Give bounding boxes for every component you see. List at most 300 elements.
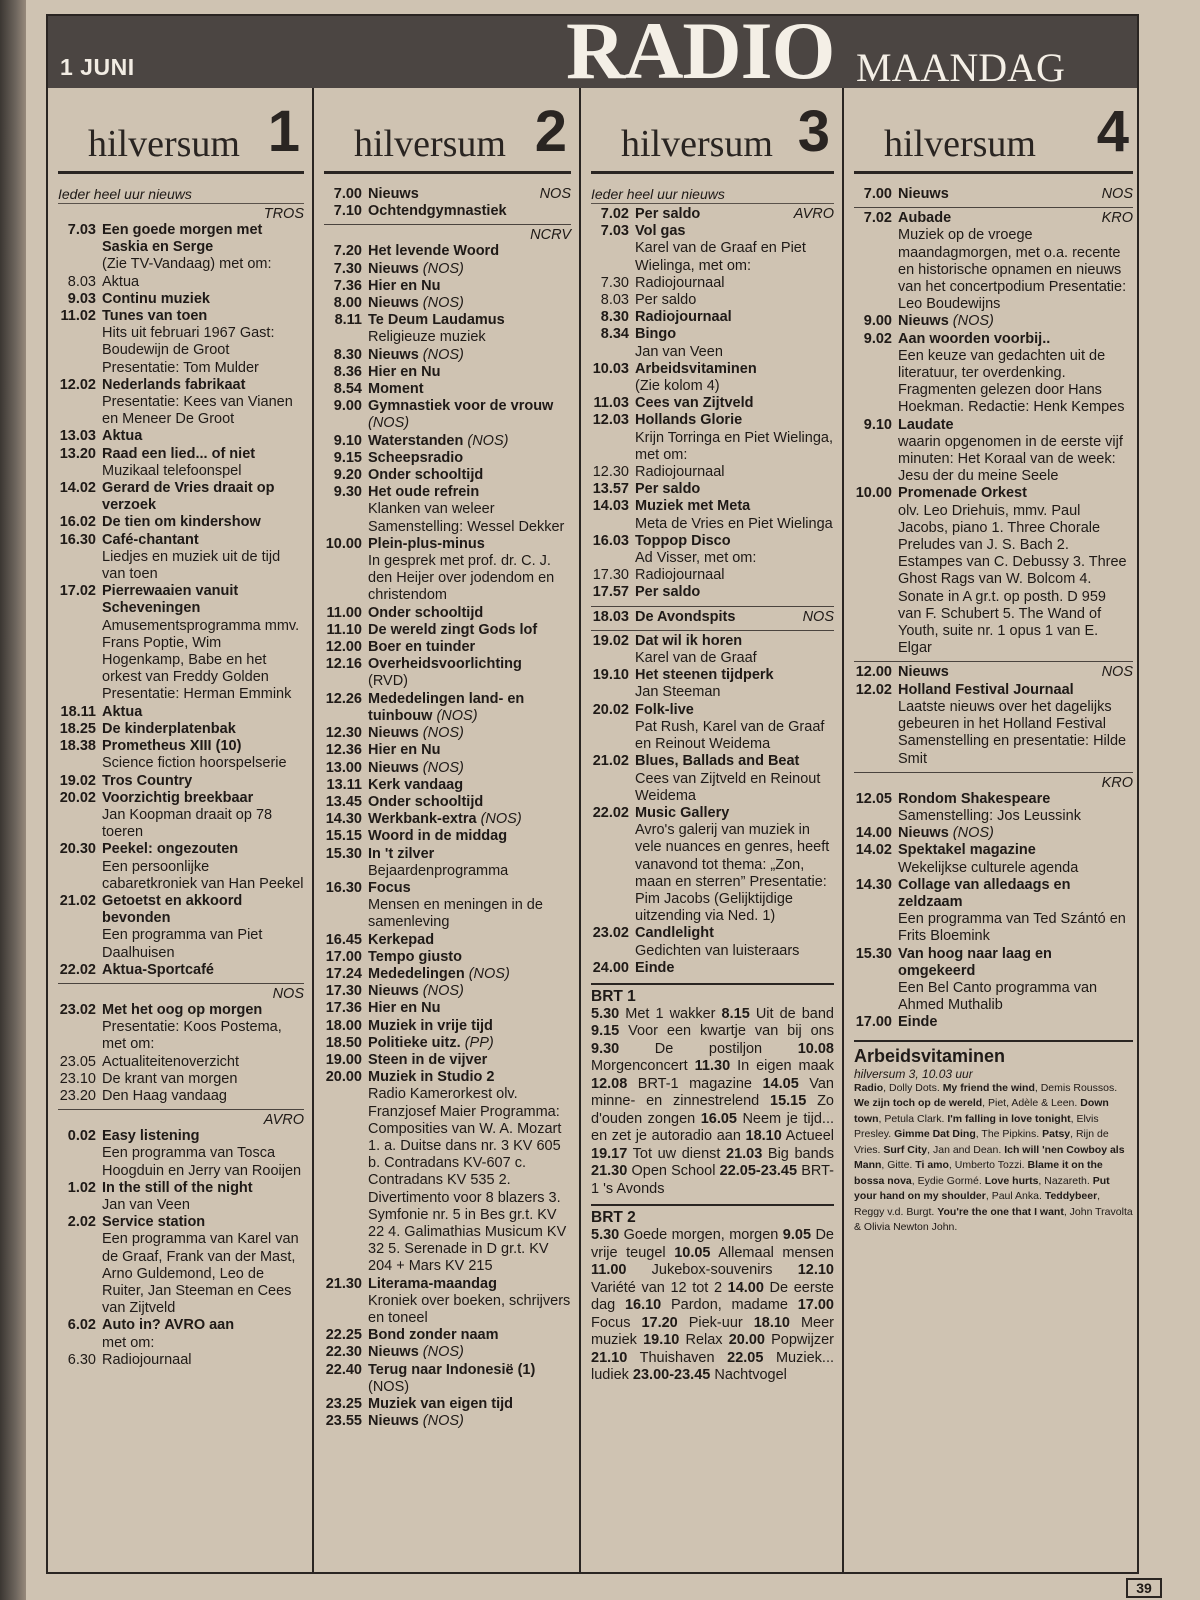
program-title: Relax [679, 1332, 729, 1349]
broadcaster-label: NOS [272, 985, 304, 1002]
program-row [324, 811, 571, 828]
program-time: 23.10 [59, 1070, 96, 1087]
program-body [635, 567, 834, 584]
program-body [898, 791, 1133, 825]
program-description: Aktua [102, 273, 140, 290]
program-row [591, 567, 834, 584]
program-time: 6.02 [67, 1317, 96, 1334]
broadcaster-label: NOS [802, 608, 834, 625]
station-number: 4 [1096, 99, 1129, 164]
program-body [102, 1002, 304, 1054]
program-title: Continu muziek [102, 290, 210, 307]
program-time: 22.25 [325, 1327, 362, 1344]
program-body [102, 514, 304, 531]
program-title: Goede morgen, morgen [619, 1227, 783, 1244]
program-time: 12.00 [325, 639, 362, 656]
program-description: waarin opgenomen in de eerste vijf minuten: Het Koraal van de week: Jesu der du meine Seele [898, 433, 1123, 485]
broadcaster-note: (NOS) [436, 707, 478, 724]
program-time: 16.30 [325, 879, 362, 896]
program-body [898, 682, 1133, 768]
program-title: In the still of the night [102, 1179, 253, 1196]
program-title: Variété van 12 tot 2 [591, 1279, 728, 1296]
program-row [324, 261, 571, 278]
program-row [324, 725, 571, 742]
program-time: 13.20 [59, 445, 96, 462]
program-time: 12.02 [855, 681, 892, 698]
program-time: 12.02 [59, 376, 96, 393]
arbeidsvitaminen-playlist [854, 1081, 1133, 1236]
song-artist: , Rijn de Vries. [854, 1128, 1109, 1156]
station-number: 3 [797, 99, 830, 164]
program-title: Nieuws [898, 313, 949, 330]
program-description: Muziek op de vroege maandagmorgen, met o.a. recente en historische opnamen en nieuws van het concertpodium Presentatie: Leo Boudewijns [898, 227, 1127, 313]
program-body [368, 1052, 571, 1069]
program-description: Een programma van Tosca Hoogduin en Jerry van Rooijen [102, 1145, 302, 1179]
program-row [591, 481, 834, 498]
program-row [591, 667, 834, 701]
program-time: 23.25 [325, 1396, 362, 1413]
program-row [58, 1352, 304, 1369]
song-artist: , Nazareth. [1038, 1174, 1093, 1187]
program-time: 23.20 [59, 1087, 96, 1104]
program-body [368, 1018, 571, 1035]
news-note: Ieder heel uur nieuws [591, 186, 834, 204]
program-row [591, 361, 834, 395]
broadcaster-note: (NOS) [422, 759, 464, 776]
program-time: 9.30 [333, 484, 362, 501]
broadcaster-label: NOS [1101, 186, 1133, 202]
program-body [635, 464, 834, 481]
program-title: Terug naar Indonesië (1) [368, 1361, 536, 1378]
program-time: 15.30 [855, 945, 892, 962]
program-body [368, 1413, 571, 1430]
program-body [368, 983, 571, 1000]
program-description: Karel van de Graaf en Piet Wielinga, met om: [635, 240, 806, 274]
program-title: Service station [102, 1214, 206, 1231]
program-body [368, 243, 571, 260]
program-time: 22.02 [59, 961, 96, 978]
program-body [368, 312, 571, 346]
program-body [635, 206, 834, 223]
program-time: 17.24 [325, 965, 362, 982]
program-row [591, 584, 834, 601]
program-body [368, 398, 571, 432]
program-body [635, 753, 834, 805]
broadcaster-label: KRO [1101, 774, 1133, 791]
program-time: 23.05 [59, 1053, 96, 1070]
program-title: Pierrewaaien vanuit Scheveningen [102, 583, 239, 617]
program-body [635, 584, 834, 601]
program-title: Onder schooltijd [368, 604, 484, 621]
program-row [324, 278, 571, 295]
program-description: De krant van morgen [102, 1070, 238, 1087]
column-hilversum-3 [581, 88, 844, 1572]
program-body [898, 186, 1133, 203]
program-title: Scheepsradio [368, 449, 464, 466]
program-title: Neem je tijd... en zet je autoradio aan [591, 1110, 834, 1145]
program-time: 22.30 [325, 1344, 362, 1361]
program-row [324, 433, 571, 450]
program-title: Nieuws [898, 186, 949, 202]
program-time: 14.30 [855, 876, 892, 893]
program-description: Wekelijkse culturele agenda [898, 859, 1079, 876]
program-body [635, 223, 834, 275]
program-time: 20.00 [728, 1332, 765, 1349]
program-time: 14.03 [592, 498, 629, 515]
program-row [854, 186, 1133, 203]
program-description: olv. Leo Driehuis, mmv. Paul Jacobs, piano 1. Three Chorale Preludes van J. S. Bach 2. Estampes van C. Debussy 3. Three Ghost Rags van W. Bolcom 4. Sonate in A gr.t. op posth. D 959 van F. Schubert 5. The Wand of Youth, suite nr. 1 opus 1 van E. Elgar [898, 502, 1127, 657]
broadcaster-note: (PP) [464, 1034, 494, 1051]
program-time: 11.10 [326, 621, 362, 638]
program-row [324, 605, 571, 622]
program-time: 14.00 [855, 825, 892, 842]
program-title: Promenade Orkest [898, 485, 1027, 502]
program-body [368, 777, 571, 794]
program-title: Pardon, madame [661, 1297, 798, 1314]
program-row [324, 1069, 571, 1275]
program-title: Cees van Zijtveld [635, 395, 754, 412]
song-artist: , The Pipkins. [975, 1128, 1043, 1141]
program-body [368, 725, 571, 742]
program-title: Nieuws [368, 983, 419, 1000]
broadcaster-note: (NOS) [468, 965, 510, 982]
program-row [324, 846, 571, 880]
program-title: Van minne- en zinnestrelend [591, 1075, 834, 1110]
program-body [102, 1054, 304, 1071]
program-row [324, 1035, 571, 1052]
program-time: 18.10 [753, 1314, 790, 1331]
program-body [368, 1362, 571, 1396]
program-time: 9.03 [67, 290, 96, 307]
song-artist: , Dolly Dots. [883, 1081, 943, 1094]
program-title: Kerk vandaag [368, 776, 464, 793]
program-title: Per saldo [635, 584, 701, 601]
program-row [58, 514, 304, 531]
program-description: Hits uit februari 1967 Gast: Boudewijn de Groot Presentatie: Tom Mulder [102, 325, 275, 376]
program-row [854, 417, 1133, 486]
program-body [368, 966, 571, 983]
program-description: Gedichten van luisteraars [635, 942, 800, 959]
program-body [898, 946, 1133, 1015]
program-body [102, 583, 304, 703]
program-time: 23.55 [325, 1413, 362, 1430]
program-title: Nieuws [368, 346, 419, 363]
program-body [368, 450, 571, 467]
song-title: Ich will 'nen Cowboy als Mann [854, 1143, 1125, 1172]
broadcaster-label: KRO [1101, 210, 1133, 227]
program-title: Gymnastiek voor de vrouw [368, 398, 554, 415]
station-columns [48, 88, 1137, 1572]
program-body [368, 203, 571, 220]
program-title: De eerste dag [591, 1279, 834, 1314]
program-body [368, 794, 571, 811]
program-title: Dat wil ik horen [635, 632, 743, 649]
program-body [368, 846, 571, 880]
program-time: 11.03 [593, 395, 629, 412]
program-title: Hier en Nu [368, 277, 441, 294]
program-description: Pat Rush, Karel van de Graaf en Reinout Weidema [635, 718, 825, 753]
program-description: Mensen en meningen in de samenleving [368, 897, 543, 931]
song-artist: , Piet, Adèle & Leen. [982, 1097, 1081, 1110]
program-description: Presentatie: Kees van Vianen en Meneer De Groot [102, 394, 293, 428]
program-row [324, 467, 571, 484]
program-time: 6.30 [67, 1351, 96, 1368]
broadcaster-note: (NOS) [480, 811, 522, 828]
brt1-schedule [591, 1006, 834, 1199]
program-body [898, 877, 1133, 946]
program-row [58, 1071, 304, 1088]
program-description: Actualiteitenoverzicht [102, 1053, 240, 1070]
program-row [324, 295, 571, 312]
program-title: Politieke uitz. [368, 1034, 461, 1051]
program-row [591, 309, 834, 326]
program-time: 9.15 [591, 1023, 620, 1040]
program-title: Morgenconcert [591, 1058, 695, 1075]
program-description: Radiojournaal [635, 567, 725, 584]
program-body [102, 721, 304, 738]
program-description: In gesprek met prof. dr. C. J. den Heijer over jodendom en christendom [368, 553, 555, 604]
program-title: Vol gas [635, 223, 686, 240]
program-body [368, 605, 571, 622]
magazine-page [26, 0, 1200, 1600]
program-time: 11.30 [694, 1058, 731, 1075]
program-row [854, 331, 1133, 417]
program-row [58, 773, 304, 790]
program-time: 9.30 [591, 1040, 620, 1057]
program-title: Boer en tuinder [368, 639, 476, 656]
program-description: Bejaardenprogramma [368, 862, 509, 879]
program-description: Per saldo [635, 292, 697, 309]
program-row [854, 825, 1133, 842]
program-time: 7.03 [600, 223, 629, 240]
program-body [898, 210, 1133, 313]
program-time: 13.57 [592, 481, 629, 498]
program-row [854, 313, 1133, 330]
program-row [324, 450, 571, 467]
program-time: 5.30 [591, 1005, 620, 1022]
program-row [58, 274, 304, 291]
program-time: 5.30 [591, 1227, 620, 1244]
broadcaster-note: (NOS) [422, 983, 464, 1000]
program-time: 23.00-23.45 [632, 1367, 711, 1384]
program-row [324, 760, 571, 777]
program-time: 17.57 [592, 584, 629, 601]
program-body [368, 484, 571, 536]
program-time: 12.36 [325, 742, 362, 759]
program-body [102, 790, 304, 842]
program-body [102, 1317, 304, 1351]
program-row [324, 484, 571, 536]
program-row [854, 485, 1133, 657]
program-row [58, 377, 304, 429]
program-time: 18.11 [60, 703, 96, 720]
program-description: Kroniek over boeken, schrijvers en toneel [368, 1292, 571, 1326]
program-time: 15.15 [325, 828, 362, 845]
program-title: Nieuws [368, 260, 419, 277]
program-title: De wereld zingt Gods lof [368, 621, 538, 638]
program-body [102, 291, 304, 308]
song-title: Ti amo [915, 1159, 949, 1172]
station-name: hilversum [621, 123, 773, 165]
program-description: Radiojournaal [635, 464, 725, 481]
program-description: met om: [102, 1334, 155, 1351]
program-title: Aan woorden voorbij.. [898, 330, 1051, 347]
program-title: Popwijzer [765, 1332, 834, 1349]
program-body [635, 275, 834, 292]
program-row [854, 946, 1133, 1015]
program-row [324, 364, 571, 381]
program-time: 16.45 [325, 931, 362, 948]
program-title: Nederlands fabrikaat [102, 376, 246, 393]
program-time: 19.00 [325, 1051, 362, 1068]
program-description: Muzikaal telefoonspel [102, 462, 242, 479]
program-row [324, 691, 571, 725]
program-time: 7.30 [600, 274, 629, 291]
program-time: 19.02 [592, 632, 629, 649]
program-time: 8.03 [67, 273, 96, 290]
program-time: 14.00 [727, 1279, 764, 1296]
divider [58, 1109, 304, 1110]
program-description: Radiojournaal [102, 1351, 192, 1368]
program-title: Tot uw dienst [627, 1145, 727, 1162]
program-description: Laatste nieuws over het dagelijks gebeuren in het Holland Festival Samenstelling en presentatie: Hilde Smit [898, 698, 1127, 767]
program-body [635, 925, 834, 959]
program-title: Overheidsvoorlichting [368, 656, 522, 673]
program-body [635, 309, 834, 326]
program-time: 16.02 [59, 514, 96, 531]
program-time: 10.08 [797, 1040, 834, 1057]
song-artist: , Reggy v.d. Burgt. [854, 1190, 1101, 1218]
program-row [324, 398, 571, 432]
program-title: Voor een kwartje van bij ons [619, 1023, 834, 1040]
program-title: Literama-maandag [368, 1275, 497, 1292]
program-time: 7.30 [333, 260, 362, 277]
program-row [324, 1276, 571, 1328]
program-time: 8.11 [334, 312, 362, 329]
program-row [58, 1214, 304, 1317]
column-hilversum-4 [844, 88, 1141, 1572]
program-time: 16.10 [624, 1297, 662, 1314]
program-title: Focus [368, 879, 411, 896]
program-body [368, 811, 571, 828]
program-row [324, 880, 571, 932]
news-note: Ieder heel uur nieuws [58, 186, 304, 204]
program-row [58, 1128, 304, 1180]
program-body [635, 667, 834, 701]
station-number: 2 [534, 99, 567, 164]
program-row [324, 312, 571, 346]
program-body [368, 742, 571, 759]
program-description: Krijn Torringa en Piet Wielinga, met om: [635, 429, 833, 463]
program-row [324, 1000, 571, 1017]
program-description: Een programma van Karel van de Graaf, Frank van der Mast, Arno Guldemond, Leo de Ruiter, Jan Steeman en Cees van Zijtveld [102, 1231, 299, 1317]
song-title: Radio [854, 1081, 884, 1094]
program-time: 10.05 [674, 1244, 711, 1261]
program-time: 19.02 [59, 772, 96, 789]
program-time: 23.02 [59, 1001, 96, 1018]
program-time: 21.02 [592, 753, 629, 770]
program-title: Peekel: ongezouten [102, 841, 239, 858]
program-time: 12.10 [797, 1262, 834, 1279]
program-row [591, 633, 834, 667]
program-body [635, 702, 834, 754]
program-row [58, 1088, 304, 1105]
program-row [58, 1002, 304, 1054]
broadcaster-note: (NOS) [467, 432, 509, 449]
program-body [368, 261, 571, 278]
program-body [368, 760, 571, 777]
program-time: 16.05 [700, 1110, 737, 1127]
program-title: Het steenen tijdperk [635, 667, 774, 684]
program-row [324, 186, 571, 203]
broadcaster-note: (NOS) [422, 1413, 464, 1430]
program-title: Einde [898, 1014, 938, 1031]
broadcaster-label: AVRO [793, 206, 834, 222]
program-time: 22.02 [592, 804, 629, 821]
program-title: Hollands Glorie [635, 412, 743, 429]
song-title: Blame it on the bossa nova [854, 1159, 1103, 1187]
divider [854, 207, 1133, 208]
program-title: Met 1 wakker [619, 1005, 722, 1022]
program-time: 12.30 [592, 464, 629, 481]
program-row [854, 877, 1133, 946]
column-hilversum-1 [48, 88, 314, 1572]
program-row [324, 347, 571, 364]
program-title: Onder schooltijd [368, 793, 484, 810]
program-title: De postiljon [619, 1040, 798, 1057]
program-title: Holland Festival Journaal [898, 681, 1074, 698]
program-time: 22.05 [727, 1349, 764, 1366]
program-time: 16.03 [592, 532, 629, 549]
program-time: 24.00 [592, 959, 629, 976]
program-body [368, 433, 571, 450]
program-time: 12.30 [325, 725, 362, 742]
program-title: Allemaal mensen [710, 1244, 834, 1261]
program-description: Radiojournaal [635, 274, 725, 291]
program-description: Presentatie: Koos Postema, met om: [102, 1019, 282, 1053]
program-body [635, 412, 834, 464]
station-heading [854, 88, 1133, 174]
program-time: 8.54 [333, 381, 362, 398]
program-row [58, 583, 304, 703]
program-row [324, 932, 571, 949]
song-title: We zijn toch op de wereld [854, 1097, 983, 1110]
program-body [102, 446, 304, 480]
song-title: Patsy [1042, 1128, 1071, 1141]
program-time: 8.34 [600, 326, 629, 343]
program-title: Werkbank-extra [368, 811, 477, 828]
program-row [58, 1317, 304, 1351]
program-title: Aktua [102, 703, 143, 720]
program-time: 11.00 [326, 604, 362, 621]
program-time: 9.05 [782, 1227, 812, 1244]
program-time: 15.30 [325, 845, 362, 862]
program-title: Piek-uur [677, 1314, 754, 1331]
program-title: Een goede morgen met Saskia en Serge [102, 222, 263, 256]
program-title: Het levende Woord [368, 243, 500, 260]
arbeidsvitaminen-heading: Arbeidsvitaminen [854, 1040, 1133, 1067]
program-time: 18.03 [592, 608, 629, 625]
program-row [324, 1018, 571, 1035]
program-description: Avro's galerij van muziek in vele nuances en genres, heeft vanavond tot thema: „Zon, maan en sterren” Presentatie: Pim Jacobs (Gelijktijdige uitzending via Ned. 1) [635, 822, 830, 925]
program-row [854, 664, 1133, 681]
program-time: 8.30 [600, 309, 629, 326]
program-body [102, 1214, 304, 1317]
program-body [898, 825, 1133, 842]
listing-frame [46, 5, 1139, 1574]
program-title: De Avondspits [635, 608, 736, 625]
program-time: 18.00 [325, 1017, 362, 1034]
